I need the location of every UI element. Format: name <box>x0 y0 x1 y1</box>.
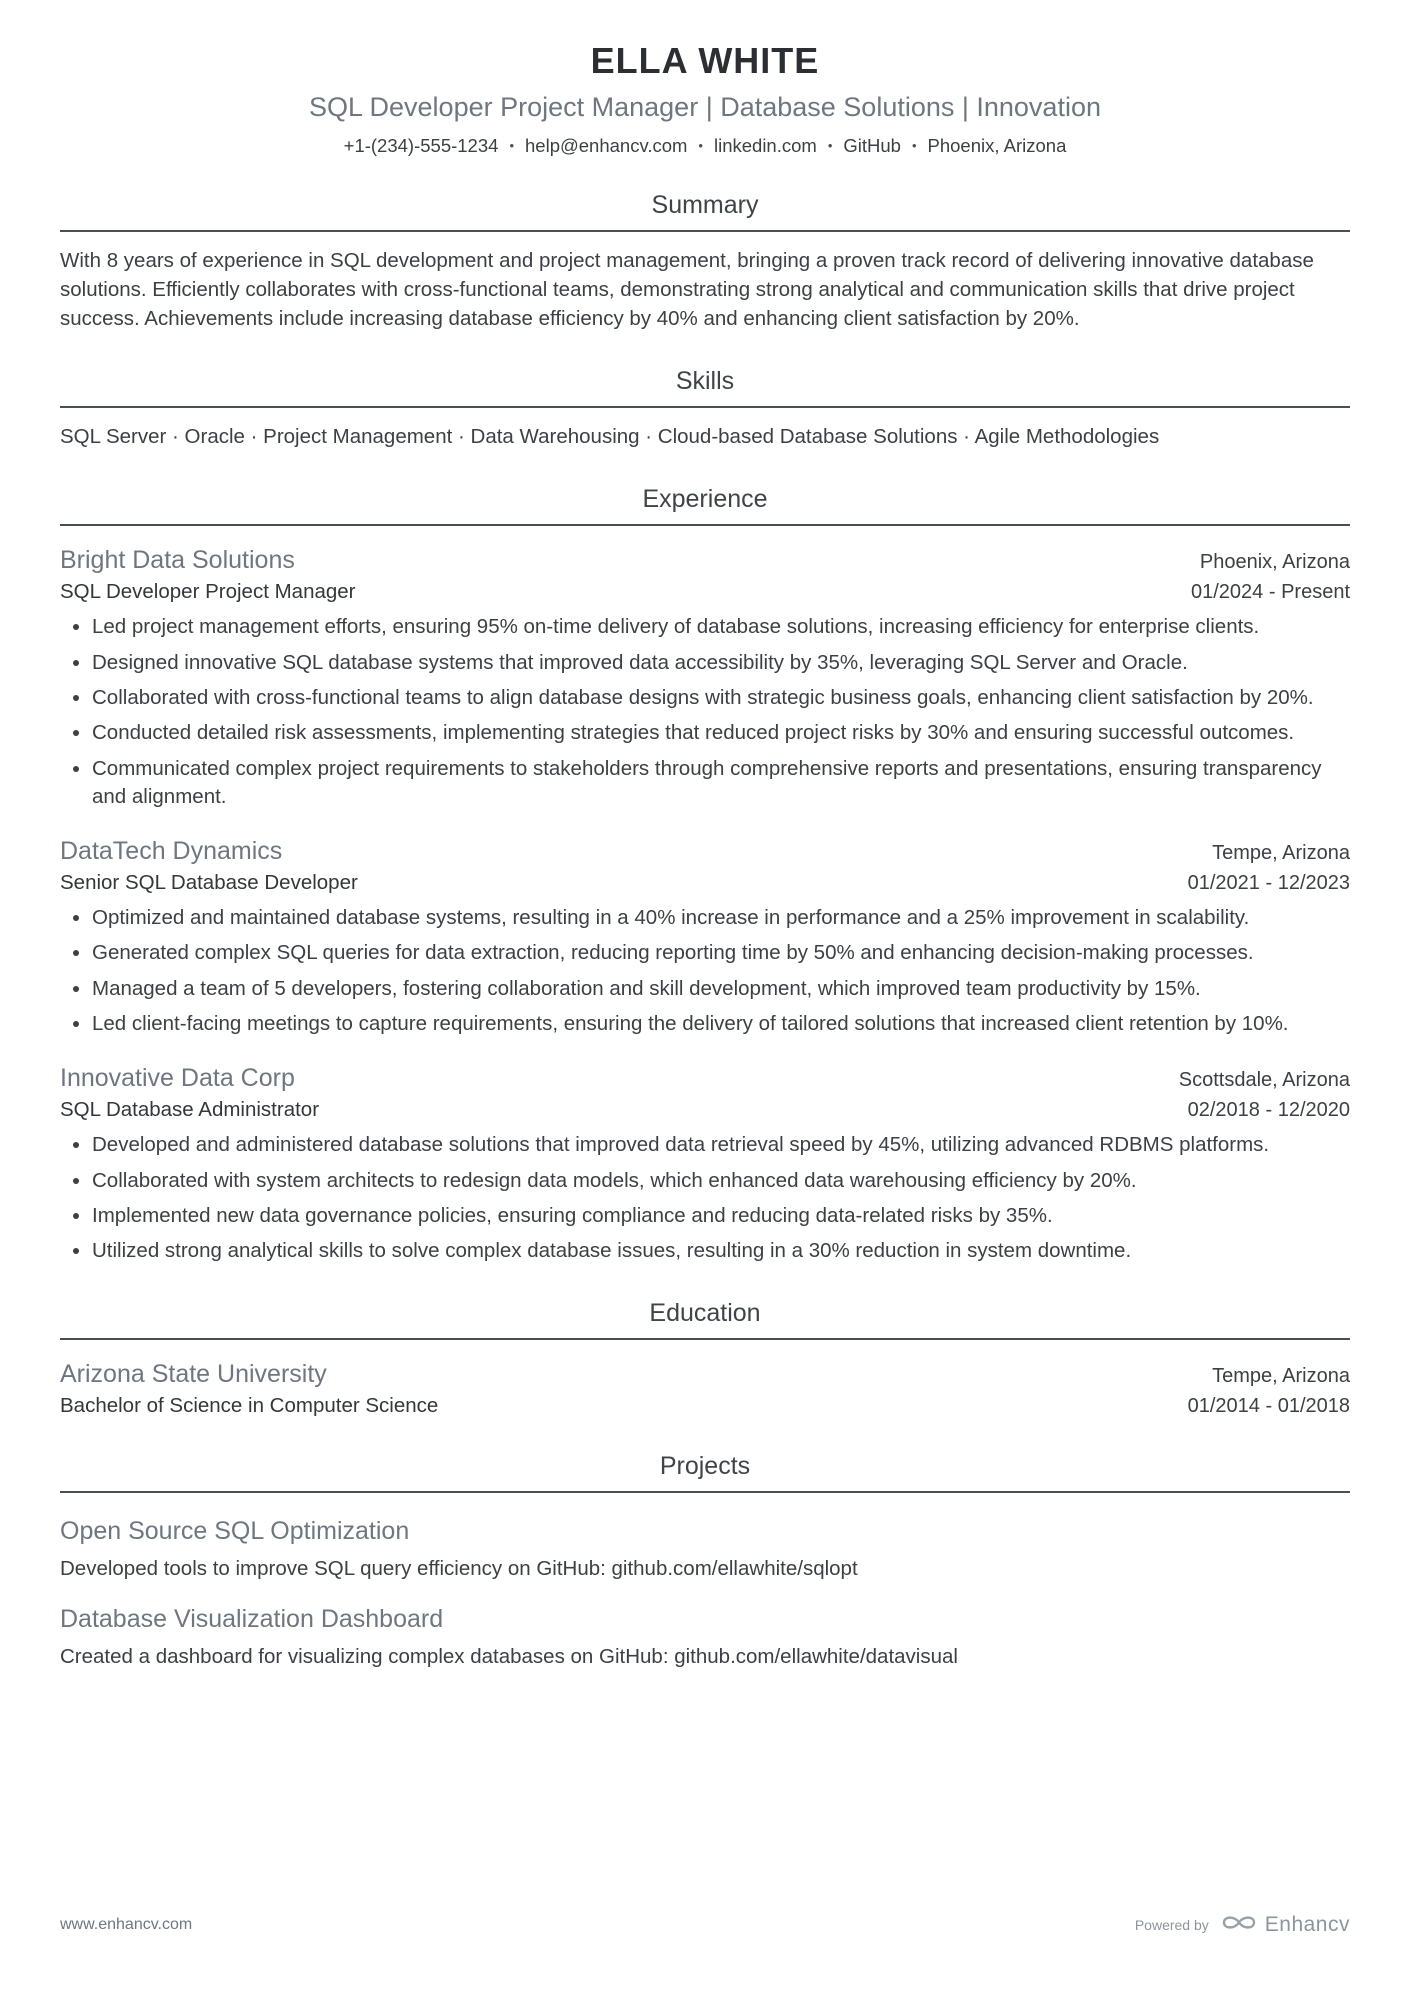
job-location: Tempe, Arizona <box>1212 842 1350 865</box>
job-bullet: • Led client-facing meetings to capture requirements, ensuring the delivery of tailored solutions that increased client retention by 10%. <box>92 1010 1350 1038</box>
project-description: Created a dashboard for visualizing complex databases on GitHub: github.com/ellawhite/datavisual <box>60 1645 958 1669</box>
section-experience <box>60 485 1350 1265</box>
project-name: Open Source SQL Optimization <box>60 1517 410 1546</box>
job-header-row <box>60 1064 1350 1093</box>
skills-heading: Skills <box>60 367 1350 408</box>
job-role-row <box>60 580 1350 604</box>
candidate-title: SQL Developer Project Manager | Database Solutions | Innovation <box>309 92 1101 122</box>
job-company: Innovative Data Corp <box>60 1064 295 1093</box>
experience-heading: Experience <box>60 485 1350 526</box>
job-bullet-list <box>60 613 1350 811</box>
resume-header <box>60 40 1350 157</box>
project-entry <box>60 1517 1350 1581</box>
section-projects <box>60 1452 1350 1669</box>
summary-text: With 8 years of experience in SQL development and project management, bringing a proven track record of delivering innovative database solutions. Efficiently collaborates with cross-functional teams, demonstrating strong analytical and communication skills that drive project success. Achievements include increasing database efficiency by 40% and enhancing client satisfaction by 20%. <box>60 249 1314 331</box>
job-header-row <box>60 837 1350 866</box>
job-entry <box>60 1064 1350 1265</box>
contact-separator-dot: • <box>911 138 917 153</box>
job-bullet-list <box>60 904 1350 1038</box>
job-dates: 01/2021 - 12/2023 <box>1187 872 1350 895</box>
page-footer <box>60 1913 1350 1937</box>
school-location: Tempe, Arizona <box>1212 1365 1350 1388</box>
project-name: Database Visualization Dashboard <box>60 1605 444 1634</box>
skills-list: SQL Server · Oracle · Project Management · Data Warehousing · Cloud-based Database Solutions · Agile Methodologies <box>60 425 1160 449</box>
job-entry <box>60 546 1350 811</box>
education-degree-row <box>60 1394 1350 1418</box>
school-name: Arizona State University <box>60 1360 327 1389</box>
job-bullet: • Communicated complex project requirements to stakeholders through comprehensive reports and presentations, ensuring transparency and alignment. <box>92 755 1350 812</box>
job-bullet: • Managed a team of 5 developers, fostering collaboration and skill development, which improved team productivity by 15%. <box>92 975 1350 1003</box>
project-description: Developed tools to improve SQL query efficiency on GitHub: github.com/ellawhite/sqlopt <box>60 1557 858 1581</box>
job-bullet-list <box>60 1131 1350 1265</box>
job-company: Bright Data Solutions <box>60 546 295 575</box>
job-bullet: • Collaborated with cross-functional teams to align database designs with strategic business goals, enhancing client satisfaction by 20%. <box>92 684 1350 712</box>
job-role-row <box>60 1098 1350 1122</box>
powered-by-label: Powered by <box>1134 1917 1209 1933</box>
job-bullet: • Led project management efforts, ensuring 95% on-time delivery of database solutions, increasing efficiency for enterprise clients. <box>92 613 1350 641</box>
section-skills <box>60 367 1350 451</box>
job-bullet: • Utilized strong analytical skills to solve complex database issues, resulting in a 30% reduction in system downtime. <box>92 1237 1350 1265</box>
job-dates: 01/2024 - Present <box>1191 581 1350 604</box>
education-entry <box>60 1360 1350 1418</box>
project-entry <box>60 1605 1350 1669</box>
section-education <box>60 1299 1350 1418</box>
section-summary <box>60 191 1350 333</box>
summary-heading: Summary <box>60 191 1350 232</box>
enhancv-brand-name: Enhancv <box>1264 1913 1350 1936</box>
degree: Bachelor of Science in Computer Science <box>60 1394 439 1418</box>
enhancv-logo-icon <box>1221 1913 1257 1937</box>
contact-github[interactable]: GitHub <box>843 135 901 156</box>
job-bullet: • Developed and administered database solutions that improved data retrieval speed by 45%, utilizing advanced RDBMS platforms. <box>92 1131 1350 1159</box>
job-dates: 02/2018 - 12/2020 <box>1187 1099 1350 1122</box>
projects-heading: Projects <box>60 1452 1350 1493</box>
contact-separator-dot: • <box>509 138 514 153</box>
job-title: SQL Developer Project Manager <box>60 580 356 604</box>
contact-email[interactable]: help@enhancv.com <box>525 135 688 156</box>
job-entry <box>60 837 1350 1038</box>
job-bullet: • Optimized and maintained database systems, resulting in a 40% increase in performance and a 25% improvement in scalability. <box>92 904 1350 932</box>
contact-line <box>60 135 1350 157</box>
contact-linkedin[interactable]: linkedin.com <box>713 135 817 156</box>
powered-by-block <box>1135 1913 1350 1937</box>
job-bullet: • Collaborated with system architects to redesign data models, which enhanced data warehousing efficiency by 20%. <box>92 1167 1350 1195</box>
education-header-row <box>60 1360 1350 1389</box>
enhancv-brand-link[interactable] <box>1221 1913 1350 1937</box>
footer-site-link[interactable]: www.enhancv.com <box>60 1916 193 1933</box>
job-title: SQL Database Administrator <box>60 1098 320 1122</box>
job-role-row <box>60 871 1350 895</box>
candidate-name: ELLA WHITE <box>590 40 820 81</box>
job-bullet: • Designed innovative SQL database systems that improved data accessibility by 35%, leveraging SQL Server and Oracle. <box>92 649 1350 677</box>
contact-phone: +1-(234)-555-1234 <box>343 135 499 156</box>
job-bullet: • Generated complex SQL queries for data extraction, reducing reporting time by 50% and enhancing decision-making processes. <box>92 939 1350 967</box>
contact-separator-dot: • <box>827 138 833 153</box>
job-title: Senior SQL Database Developer <box>60 871 358 895</box>
job-location: Scottsdale, Arizona <box>1178 1069 1350 1092</box>
education-dates: 01/2014 - 01/2018 <box>1187 1395 1350 1418</box>
job-bullet: • Implemented new data governance policies, ensuring compliance and reducing data-related risks by 35%. <box>92 1202 1350 1230</box>
job-bullet: • Conducted detailed risk assessments, implementing strategies that reduced project risks by 30% and ensuring successful outcomes. <box>92 719 1350 747</box>
job-company: DataTech Dynamics <box>60 837 283 866</box>
contact-location: Phoenix, Arizona <box>927 135 1067 156</box>
job-location: Phoenix, Arizona <box>1199 551 1350 574</box>
contact-separator-dot: • <box>698 138 703 153</box>
job-header-row <box>60 546 1350 575</box>
education-heading: Education <box>60 1299 1350 1340</box>
